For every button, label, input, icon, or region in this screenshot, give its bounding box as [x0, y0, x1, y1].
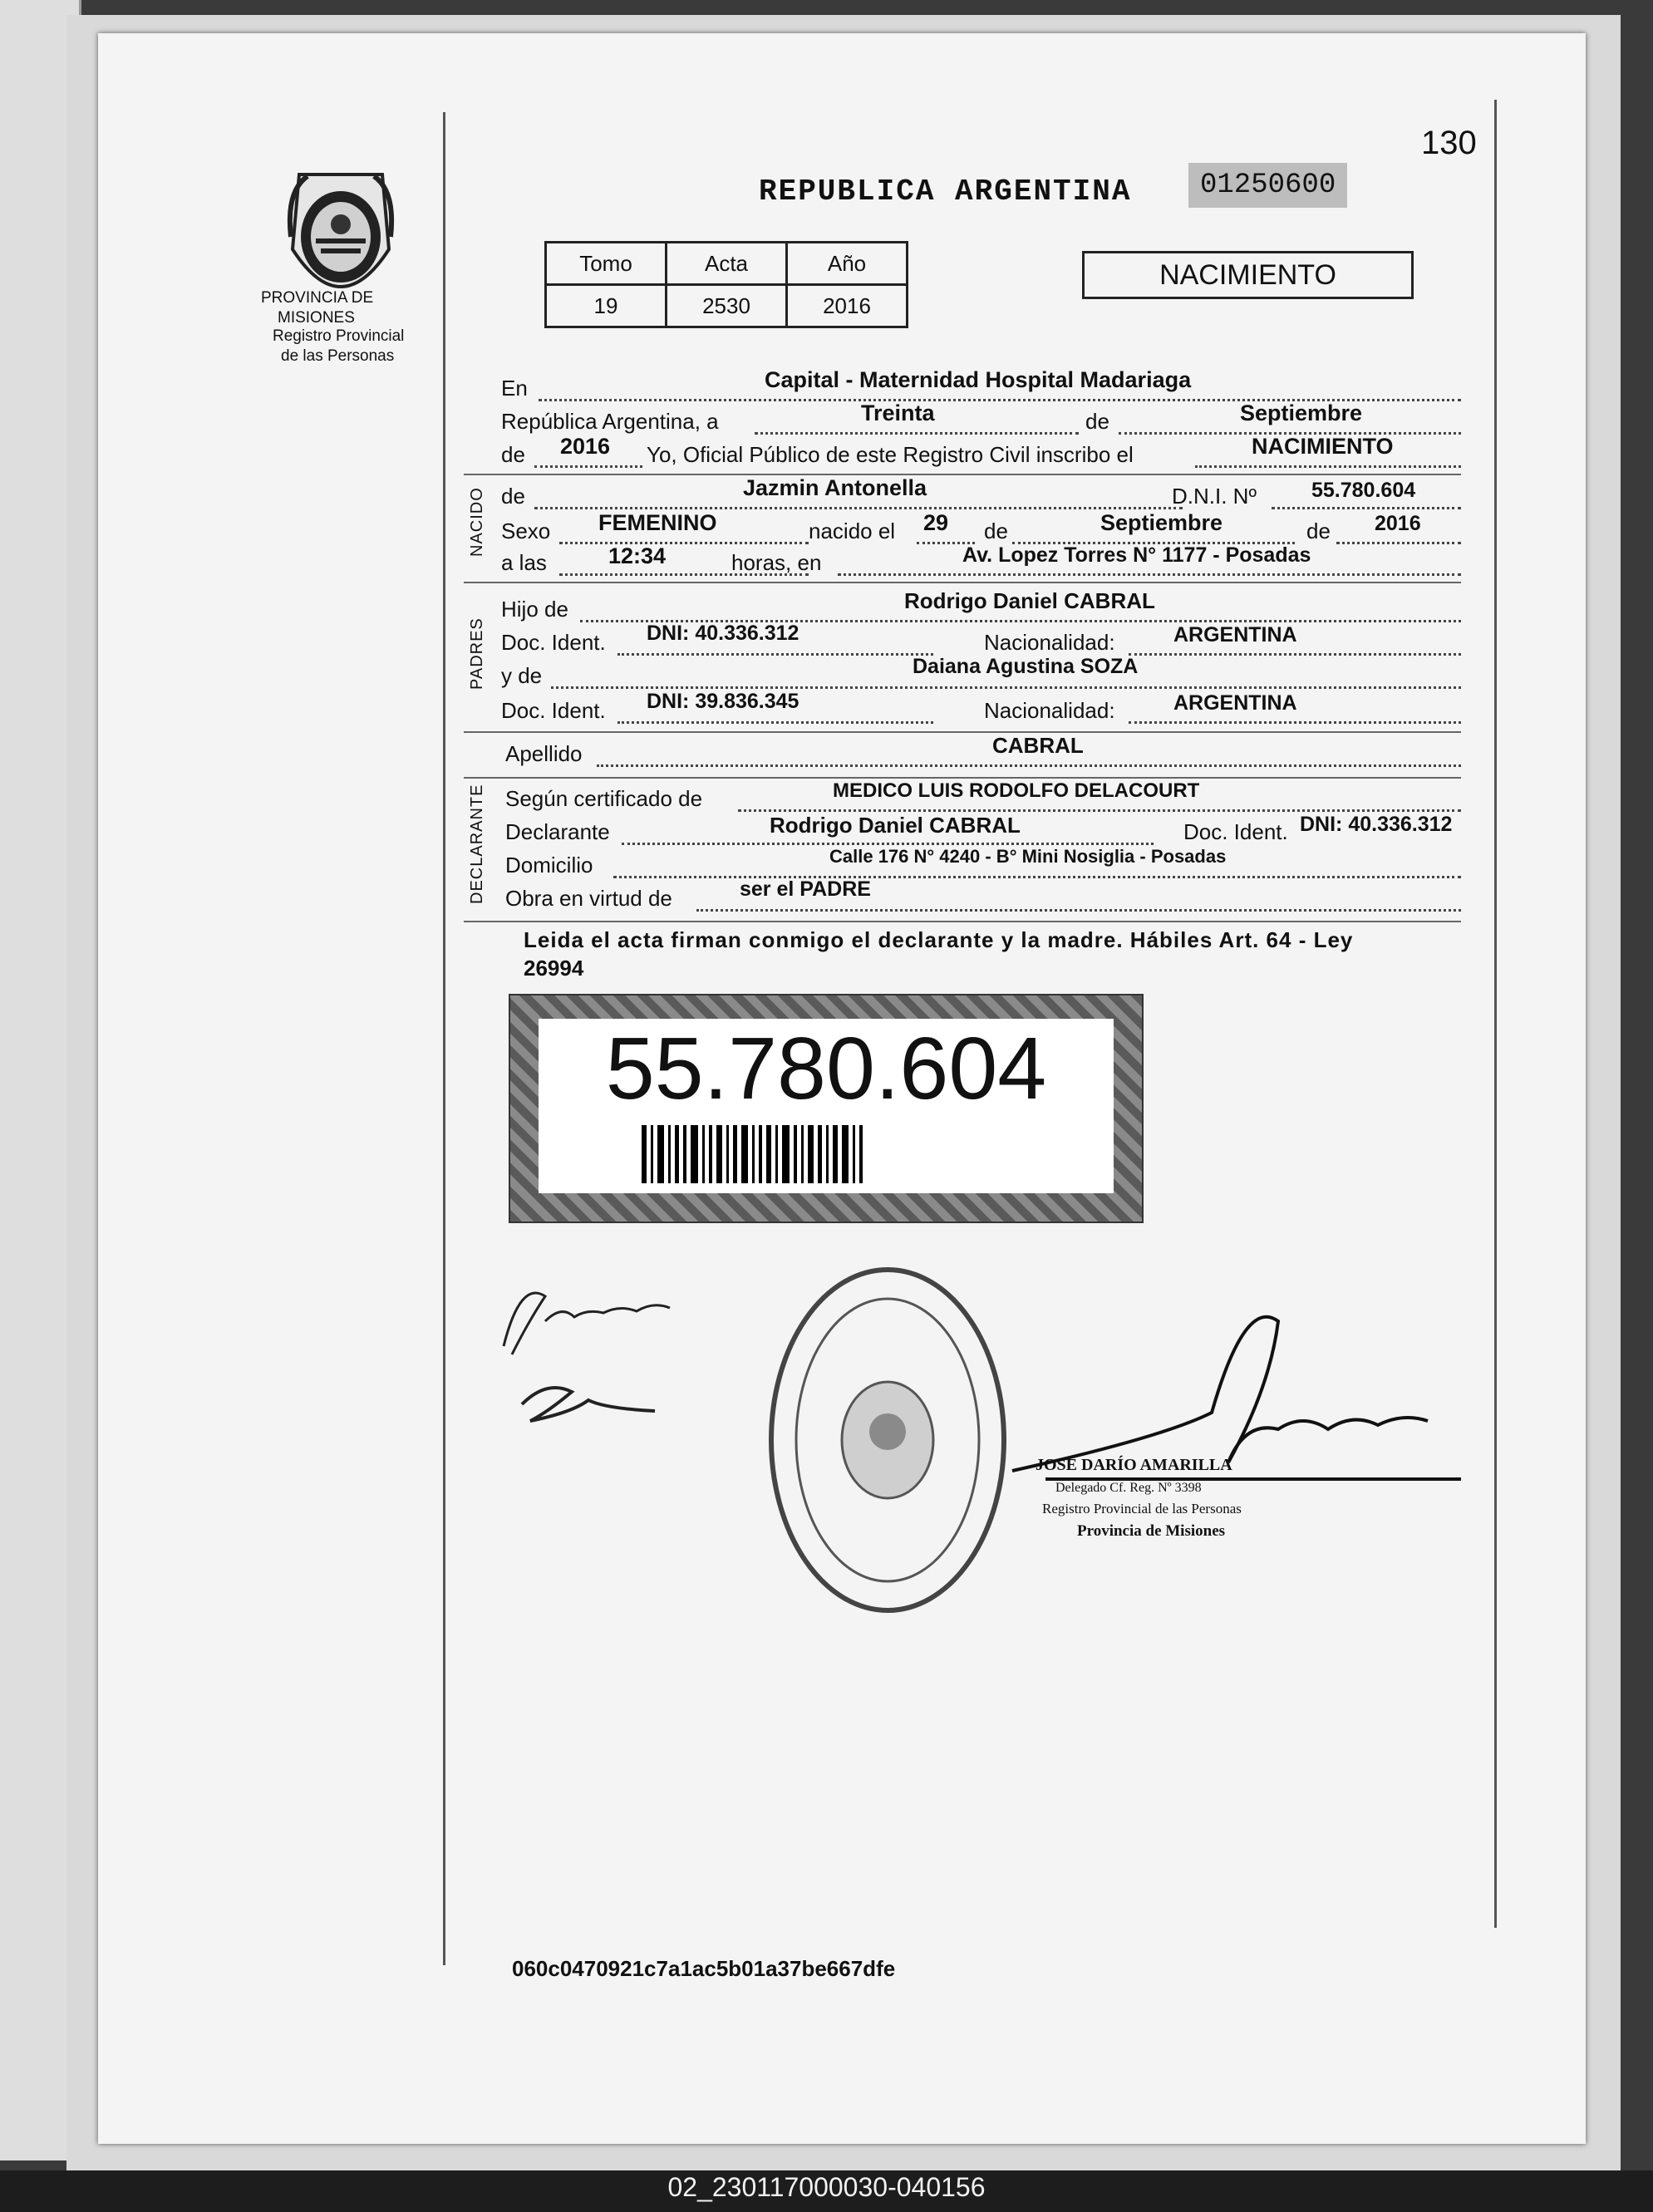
republic-label: República Argentina, a	[501, 409, 719, 434]
dotted-line	[696, 909, 1461, 912]
id-banner-inner	[539, 1019, 1114, 1193]
and-label: y de	[501, 663, 543, 688]
dotted-line	[551, 686, 1461, 689]
record-header-anio: Año	[787, 243, 908, 285]
declarant-doc-value: DNI: 40.336.312	[1300, 813, 1453, 836]
barcode-bar	[675, 1125, 679, 1183]
left-margin-line	[443, 112, 445, 1965]
father-doc-value: DNI: 40.336.312	[647, 622, 799, 645]
official-stamp-icon	[763, 1261, 1012, 1619]
father-nationality-value: ARGENTINA	[1173, 623, 1297, 646]
mother-nationality-label: Nacionalidad:	[984, 698, 1115, 723]
born-de-label-2: de	[984, 519, 1008, 543]
child-name-value: Jazmin Antonella	[743, 475, 927, 500]
barcode-bar	[657, 1125, 664, 1183]
barcode-bar	[642, 1125, 647, 1183]
role-value: ser el PADRE	[740, 877, 871, 901]
serial-number: 01250600	[1188, 163, 1347, 208]
sex-value: FEMENINO	[598, 510, 717, 535]
barcode-bar	[766, 1125, 771, 1183]
section-separator	[464, 731, 1461, 733]
father-name-value: Rodrigo Daniel CABRAL	[904, 588, 1155, 613]
born-section-label: NACIDO	[468, 487, 486, 557]
birth-time-value: 12:34	[608, 543, 667, 568]
month-value: Septiembre	[1240, 401, 1363, 425]
seal-caption-top: PROVINCIA DE	[261, 289, 374, 307]
dotted-line	[617, 653, 933, 656]
cert-label: Según certificado de	[505, 786, 703, 811]
record-value-anio: 2016	[787, 285, 908, 327]
birth-certificate-page	[98, 33, 1586, 2144]
declarant-label: Declarante	[505, 819, 610, 844]
day-words-value: Treinta	[861, 401, 935, 425]
birth-place-value: Av. Lopez Torres N° 1177 - Posadas	[962, 543, 1311, 567]
declarant-signature-icon	[514, 1371, 680, 1438]
mother-doc-value: DNI: 39.836.345	[647, 690, 799, 713]
mother-doc-label: Doc. Ident.	[501, 698, 606, 723]
id-number-banner	[509, 994, 1144, 1223]
barcode-bar	[668, 1125, 671, 1183]
surname-value: CABRAL	[992, 733, 1084, 758]
record-type-box: NACIMIENTO	[1082, 251, 1414, 299]
statement-text: Yo, Oficial Público de este Registro Civil inscribo el	[647, 442, 1134, 467]
barcode-bar	[683, 1125, 686, 1183]
declarant-section-label: DECLARANTE	[468, 784, 486, 904]
section-separator	[464, 921, 1461, 922]
mother-nationality-value: ARGENTINA	[1173, 691, 1297, 715]
section-separator	[464, 474, 1461, 475]
official-name: JOSÉ DARÍO AMARILLA	[1036, 1456, 1232, 1474]
sex-label: Sexo	[501, 519, 551, 543]
closing-text-line1: Leida el acta firman conmigo el declarante y la madre. Hábiles Art. 64 - Ley	[524, 927, 1354, 952]
parents-section-label: PADRES	[468, 617, 486, 690]
barcode-bar	[702, 1125, 705, 1183]
barcode-bar	[818, 1125, 822, 1183]
born-on-label: nacido el	[809, 519, 896, 543]
dotted-line	[1129, 653, 1461, 656]
document-code: 02_230117000030-040156	[667, 2172, 986, 2202]
official-registry: Registro Provincial de las Personas	[1042, 1501, 1242, 1516]
dni-label: D.N.I. Nº	[1172, 484, 1257, 509]
barcode-bar	[782, 1125, 790, 1183]
de-label: de	[1085, 409, 1109, 434]
father-doc-label: Doc. Ident.	[501, 630, 606, 655]
place-value: Capital - Maternidad Hospital Madariaga	[765, 367, 1192, 392]
father-nationality-label: Nacionalidad:	[984, 630, 1115, 655]
birth-day-value: 29	[923, 510, 949, 535]
barcode-bar	[741, 1125, 748, 1183]
declarant-doc-label: Doc. Ident.	[1183, 819, 1288, 844]
dotted-line	[559, 542, 809, 544]
mother-signature-icon	[495, 1271, 695, 1371]
dotted-line	[1272, 507, 1461, 509]
registry-name-line1: Registro Provincial	[273, 327, 405, 345]
dotted-line	[617, 721, 933, 724]
dotted-line	[1195, 465, 1461, 468]
dotted-line	[1336, 542, 1461, 544]
barcode-bar	[733, 1125, 737, 1183]
official-title: Delegado Cf. Reg. Nº 3398	[1055, 1481, 1202, 1495]
dotted-line	[534, 465, 642, 468]
time-label: a las	[501, 550, 547, 575]
document-hash: 060c0470921c7a1ac5b01a37be667dfe	[512, 1956, 896, 1981]
declarant-address-value: Calle 176 N° 4240 - B° Mini Nosiglia - Posadas	[829, 846, 1227, 867]
record-value-acta: 2530	[667, 285, 787, 327]
right-margin-line	[1494, 100, 1497, 1928]
country-title: REPUBLICA ARGENTINA	[759, 175, 1132, 209]
year-label: de	[501, 442, 525, 467]
dotted-line	[755, 432, 1079, 435]
barcode-bar	[759, 1125, 762, 1183]
official-province: Provincia de Misiones	[1077, 1522, 1226, 1540]
hours-label: horas, en	[731, 550, 822, 575]
birth-year-value: 2016	[1375, 512, 1421, 535]
barcode-bar	[826, 1125, 829, 1183]
barcode-bar	[716, 1125, 722, 1183]
record-header-tomo: Tomo	[546, 243, 667, 285]
barcode-bar	[752, 1125, 755, 1183]
address-label: Domicilio	[505, 853, 593, 877]
barcode-icon	[642, 1125, 1024, 1183]
barcode-bar	[651, 1125, 653, 1183]
section-separator	[464, 582, 1461, 583]
son-of-label: Hijo de	[501, 597, 568, 622]
closing-text-line2: 26994	[524, 956, 584, 981]
year-value: 2016	[560, 434, 611, 459]
barcode-bar	[853, 1125, 855, 1183]
barcode-bar	[842, 1125, 849, 1183]
dotted-line	[738, 809, 1461, 812]
en-label: En	[501, 376, 528, 401]
birth-month-value: Septiembre	[1100, 510, 1223, 535]
surname-label: Apellido	[505, 741, 583, 766]
section-separator	[464, 777, 1461, 779]
declarant-name-value: Rodrigo Daniel CABRAL	[770, 813, 1021, 838]
dotted-line	[1129, 721, 1461, 724]
seal-caption-bottom: MISIONES	[278, 309, 355, 327]
born-de-label-3: de	[1306, 519, 1331, 543]
child-dni-value: 55.780.604	[1311, 479, 1416, 502]
barcode-bar	[859, 1125, 863, 1183]
role-label: Obra en virtud de	[505, 886, 672, 911]
record-value-tomo: 19	[546, 285, 667, 327]
born-de-label: de	[501, 484, 525, 509]
barcode-bar	[726, 1125, 729, 1183]
barcode-bar	[794, 1125, 797, 1183]
dotted-line	[622, 843, 1154, 845]
barcode-bar	[691, 1125, 698, 1183]
dotted-line	[838, 573, 1461, 576]
mother-name-value: Daiana Agustina SOZA	[913, 655, 1139, 678]
barcode-bar	[808, 1125, 814, 1183]
cert-value: MEDICO LUIS RODOLFO DELACOURT	[833, 779, 1200, 802]
dotted-line	[597, 764, 1461, 767]
id-banner-number: 55.780.604	[605, 1020, 1047, 1118]
record-header-acta: Acta	[667, 243, 787, 285]
act-type-value: NACIMIENTO	[1252, 434, 1394, 459]
dotted-line	[534, 507, 1183, 509]
barcode-bar	[775, 1125, 778, 1183]
page-number: 130	[1421, 125, 1477, 161]
barcode-bar	[801, 1125, 804, 1183]
barcode-bar	[709, 1125, 712, 1183]
record-table	[544, 241, 908, 328]
registry-name-line2: de las Personas	[281, 347, 395, 365]
barcode-bar	[833, 1125, 838, 1183]
